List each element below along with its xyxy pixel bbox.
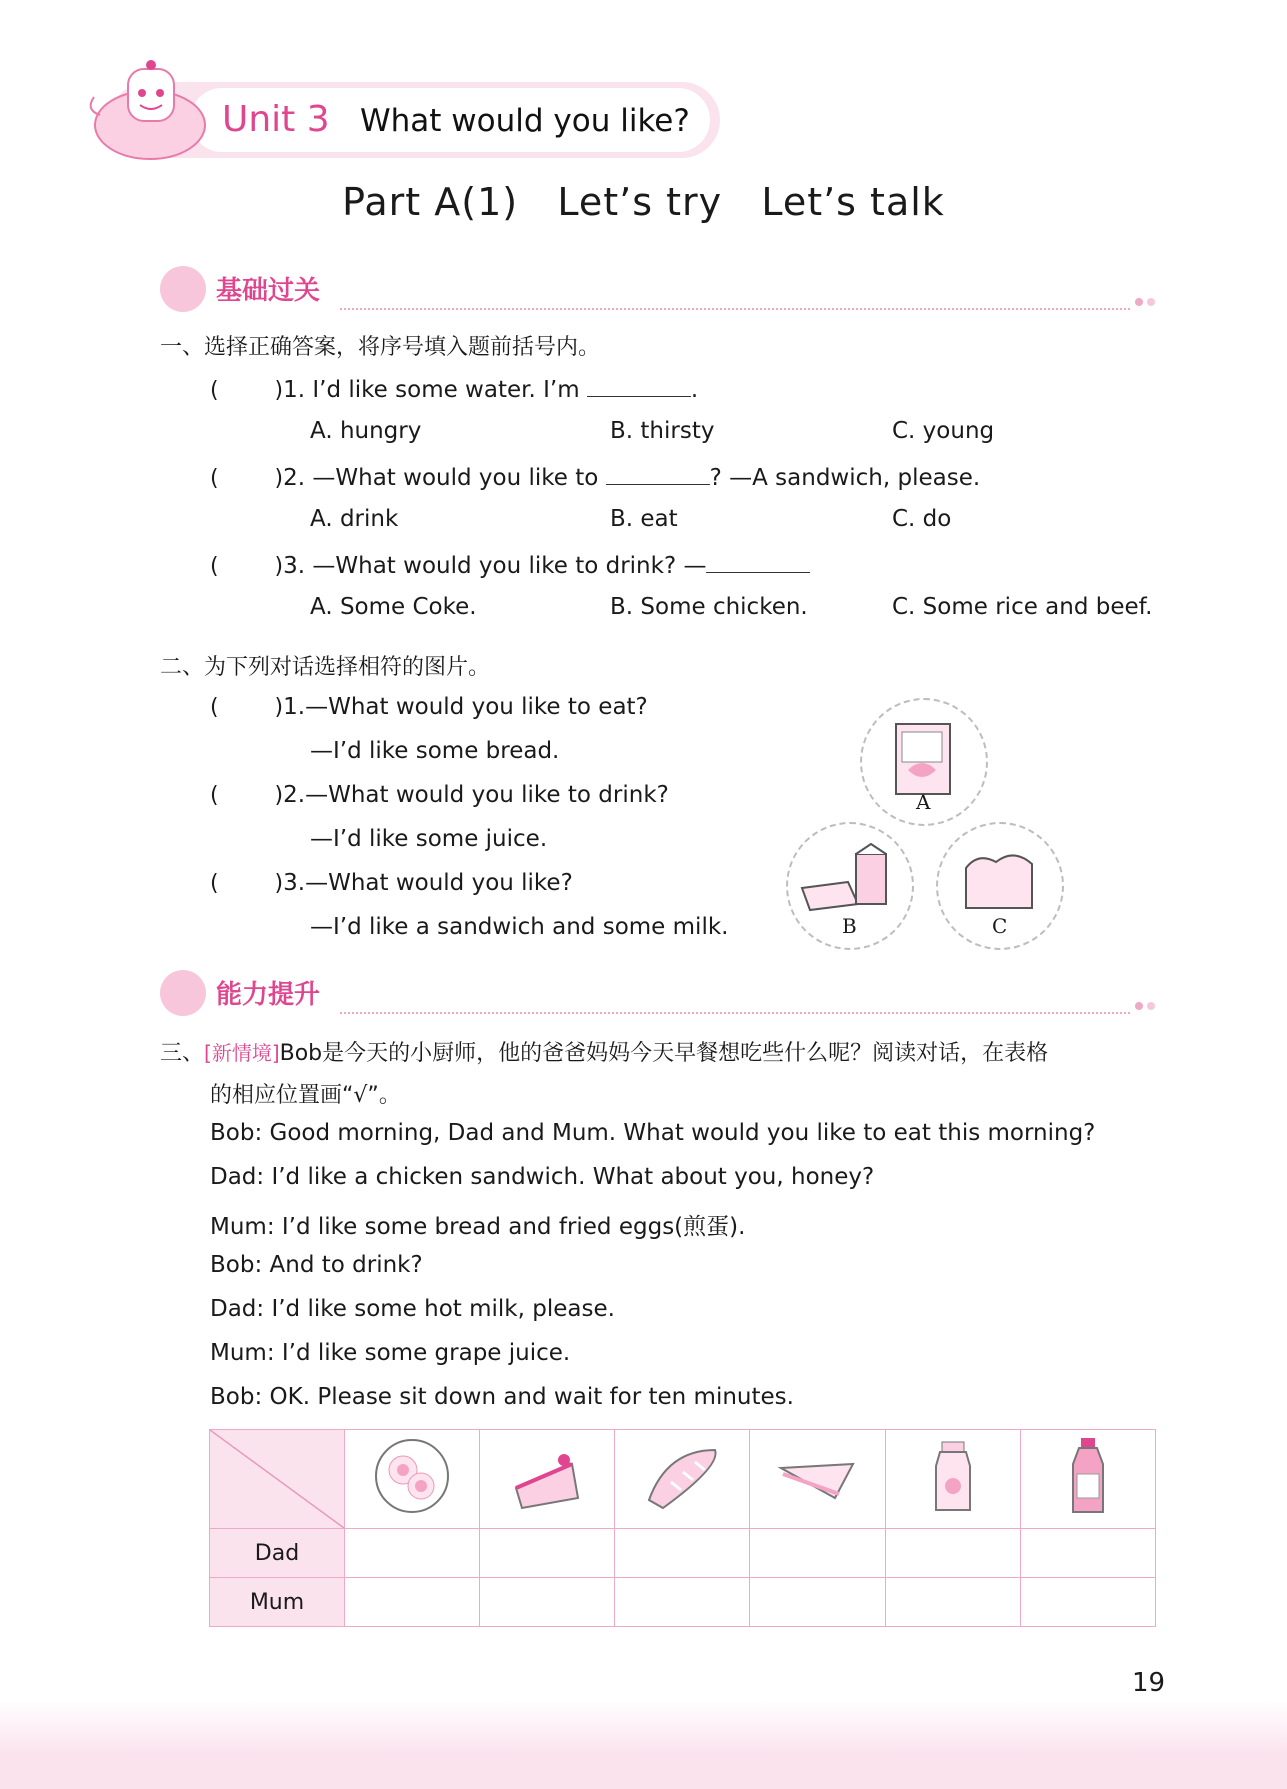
mascot-icon (80, 55, 220, 165)
section-divider (340, 1012, 1130, 1014)
new-context-tag: [新情境] (204, 1041, 280, 1065)
q2-heading: 二、为下列对话选择相符的图片。 (160, 655, 491, 680)
bread-header (615, 1430, 750, 1529)
answer-cell[interactable] (480, 1578, 615, 1627)
q1-2-option-a: A. drink (310, 506, 399, 532)
answer-blank[interactable] (606, 462, 710, 485)
answer-cell[interactable] (615, 1529, 750, 1578)
q1-1-option-a: A. hungry (310, 418, 422, 444)
section-mascot-icon (160, 266, 206, 312)
unit-title: What would you like? (360, 103, 690, 139)
cake-header (480, 1430, 615, 1529)
section-label-ability: 能力提升 (216, 980, 321, 1010)
q1-3-option-b: B. Some chicken. (610, 594, 808, 620)
answer-paren[interactable]: ( ) (210, 695, 284, 720)
dialogue-line: Mum: I’d like some grape juice. (210, 1340, 571, 1366)
dots-icon (1134, 1000, 1158, 1012)
answer-cell[interactable] (345, 1578, 480, 1627)
cake-icon (502, 1436, 592, 1516)
dialogue-line: Bob: OK. Please sit down and wait for ten minutes. (210, 1384, 794, 1410)
dialogue-line: Bob: Good morning, Dad and Mum. What would you like to eat this morning? (210, 1120, 1096, 1146)
row-label-mum: Mum (210, 1578, 345, 1627)
sandwich-header (750, 1430, 885, 1529)
q2-item-3-reply: —I’d like a sandwich and some milk. (310, 914, 729, 940)
q2-item-1-reply: —I’d like some bread. (310, 738, 560, 764)
answer-paren[interactable]: ( ) (210, 554, 284, 579)
q1-3-option-a: A. Some Coke. (310, 594, 477, 620)
answer-table (209, 1429, 1156, 1627)
q1-2-option-b: B. eat (610, 506, 678, 532)
dialogue-line: Bob: And to drink? (210, 1252, 423, 1278)
q2-item-1: ( )1.—What would you like to eat? (210, 694, 648, 720)
dots-icon (1134, 296, 1158, 308)
q2-item-3: ( )3.—What would you like? (210, 870, 573, 896)
q1-1-option-b: B. thirsty (610, 418, 715, 444)
answer-cell[interactable] (885, 1529, 1020, 1578)
q1-item-1: ( )1. I’d like some water. I’m . (210, 374, 698, 403)
juice-bottle-icon (1043, 1436, 1133, 1516)
q1-3-option-c: C. Some rice and beef. (892, 594, 1153, 620)
answer-blank[interactable] (706, 550, 810, 573)
dialogue-line: Dad: I’d like a chicken sandwich. What about you, honey? (210, 1164, 875, 1190)
fried-eggs-header (345, 1430, 480, 1529)
sandwich-icon (773, 1436, 863, 1516)
juice-header (1020, 1430, 1155, 1529)
section-label-basics: 基础过关 (216, 276, 321, 306)
part-title: Part A(1) Let’s try Let’s talk (342, 180, 945, 224)
answer-cell[interactable] (885, 1578, 1020, 1627)
answer-cell[interactable] (1020, 1529, 1155, 1578)
picture-c-letter: C (992, 914, 1008, 938)
q3-heading: 三、[新情境]Bob是今天的小厨师，他的爸爸妈妈今天早餐想吃些什么呢？阅读对话，在表格 (160, 1041, 1049, 1066)
picture-a-letter: A (916, 790, 931, 814)
section-divider (340, 308, 1130, 310)
answer-cell[interactable] (345, 1529, 480, 1578)
corner-cell (210, 1430, 345, 1529)
answer-paren[interactable]: ( ) (210, 378, 284, 403)
picture-b-letter: B (842, 914, 857, 938)
q1-heading: 一、选择正确答案，将序号填入题前括号内。 (160, 335, 601, 360)
q1-item-2: ( )2. —What would you like to ? —A sandwich, please. (210, 462, 980, 491)
answer-paren[interactable]: ( ) (210, 783, 284, 808)
answer-paren[interactable]: ( ) (210, 466, 284, 491)
answer-cell[interactable] (480, 1529, 615, 1578)
q1-item-3: ( )3. —What would you like to drink? — (210, 550, 810, 579)
answer-paren[interactable]: ( ) (210, 871, 284, 896)
answer-blank[interactable] (587, 374, 691, 397)
answer-cell[interactable] (750, 1578, 885, 1627)
q2-item-2-reply: —I’d like some juice. (310, 826, 548, 852)
answer-cell[interactable] (1020, 1578, 1155, 1627)
q1-1-option-c: C. young (892, 418, 995, 444)
fried-eggs-icon (367, 1436, 457, 1516)
diagonal-line (210, 1430, 344, 1528)
unit-number: Unit 3 (222, 99, 330, 140)
milk-bottle-icon (908, 1436, 998, 1516)
section-mascot-icon (160, 970, 206, 1016)
dialogue-line: Mum: I’d like some bread and fried eggs(煎蛋). (210, 1214, 746, 1240)
q3-heading-cont: 的相应位置画“√”。 (210, 1083, 401, 1108)
dialogue-line: Dad: I’d like some hot milk, please. (210, 1296, 615, 1322)
page-footer-band (0, 1700, 1287, 1789)
row-label-dad: Dad (210, 1529, 345, 1578)
page-number: 19 (1132, 1668, 1166, 1698)
answer-cell[interactable] (615, 1578, 750, 1627)
q2-item-2: ( )2.—What would you like to drink? (210, 782, 669, 808)
q1-2-option-c: C. do (892, 506, 952, 532)
milk-header (885, 1430, 1020, 1529)
bread-loaf-icon (637, 1436, 727, 1516)
answer-cell[interactable] (750, 1529, 885, 1578)
